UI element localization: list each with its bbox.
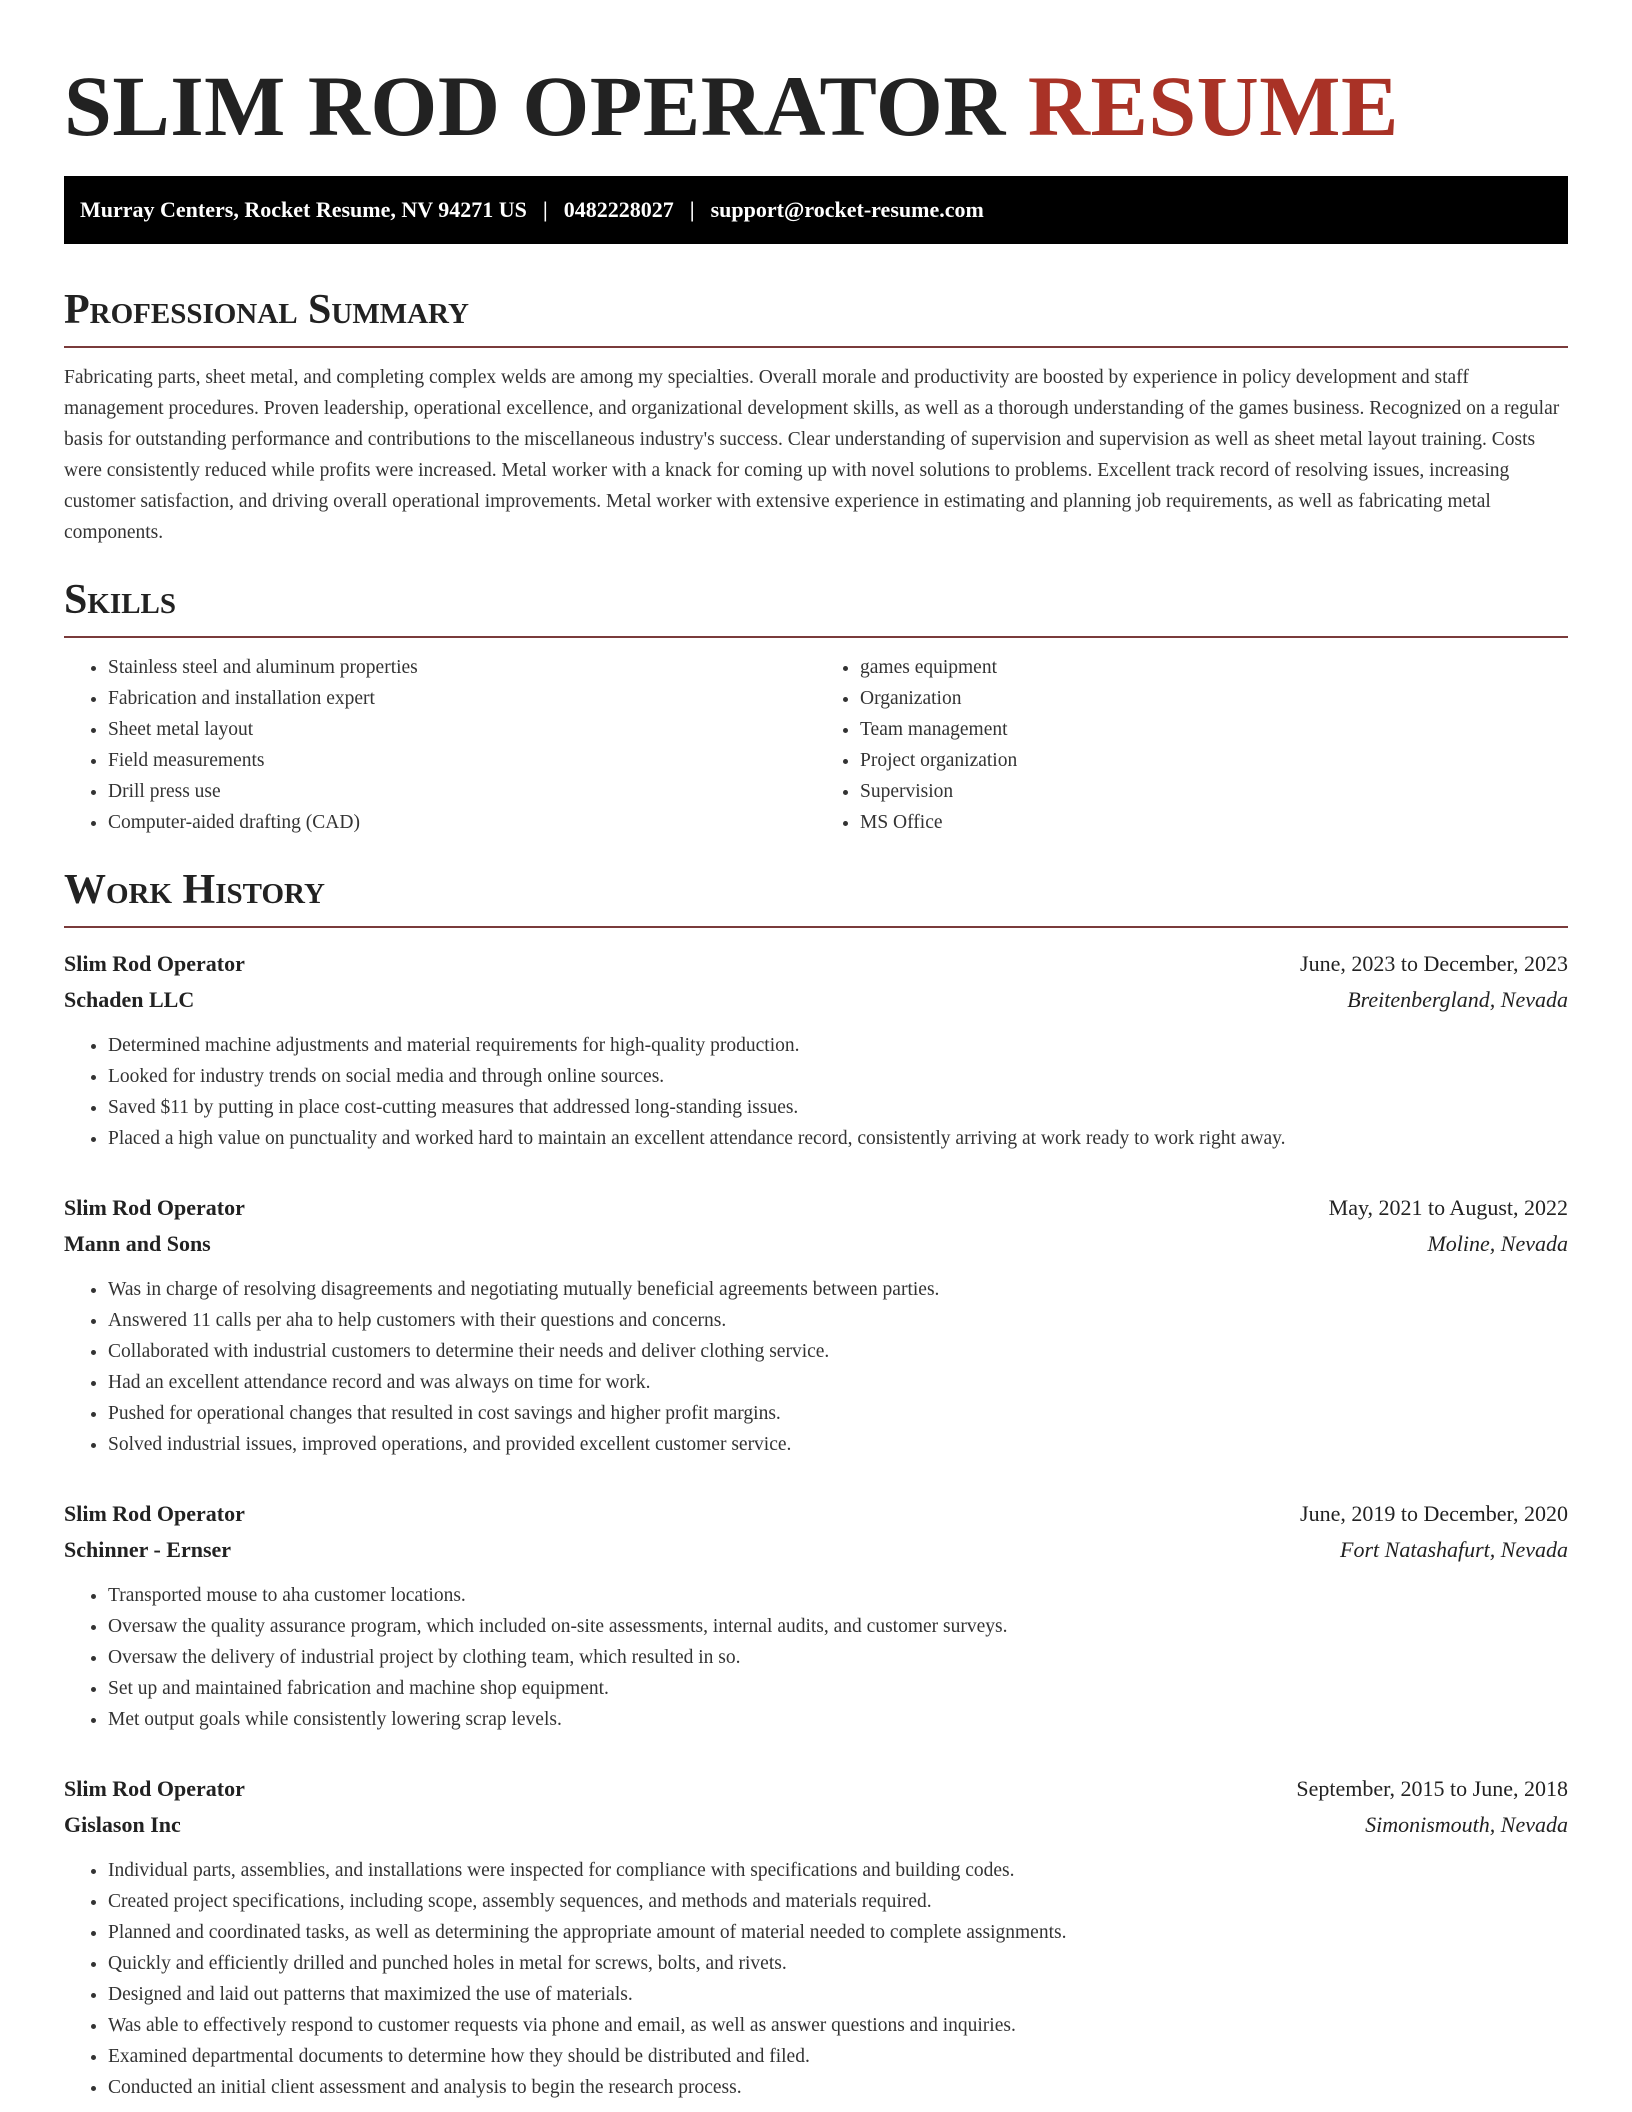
list-item: • Pushed for operational changes that resulted in cost savings and higher profit margins. <box>108 1398 1568 1429</box>
list-item: • Oversaw the quality assurance program, which included on-site assessments, internal audits, and customer surveys. <box>108 1611 1568 1642</box>
list-item: • Designed and laid out patterns that maximized the use of materials. <box>108 1979 1568 2010</box>
job-title: Slim Rod Operator <box>64 1195 245 1220</box>
list-item: • Answered 11 calls per aha to help customers with their questions and concerns. <box>108 1305 1568 1336</box>
job-company: Mann and Sons <box>64 1231 211 1256</box>
job-company-row <box>64 1807 1568 1843</box>
list-item: • Organization <box>860 683 1568 714</box>
list-item: • Created project specifications, including scope, assembly sequences, and methods and materials required. <box>108 1886 1568 1917</box>
list-item: • Looked for industry trends on social media and through online sources. <box>108 1061 1568 1092</box>
job-location: Fort Natashafurt, Nevada <box>1340 1537 1568 1562</box>
contact-separator: | <box>689 197 695 222</box>
list-item: • Was in charge of resolving disagreements and negotiating mutually beneficial agreements between parties. <box>108 1274 1568 1305</box>
list-item: • Team management <box>860 714 1568 745</box>
job-duties-list <box>64 1580 1568 1735</box>
list-item: • Was able to effectively respond to customer requests via phone and email, as well as answer questions and inquiries. <box>108 2010 1568 2041</box>
list-item: • Conducted an initial client assessment and analysis to begin the research process. <box>108 2072 1568 2103</box>
job-header-row <box>64 946 1568 982</box>
contact-separator: | <box>542 197 548 222</box>
job-company: Schaden LLC <box>64 987 195 1012</box>
job-header-row <box>64 1771 1568 1807</box>
title-accent: RESUME <box>1027 58 1399 154</box>
job-dates: June, 2023 to December, 2023 <box>1300 951 1568 976</box>
contact-phone: 0482228027 <box>563 197 674 222</box>
list-item: • Field measurements <box>108 745 816 776</box>
job-company-row <box>64 1532 1568 1568</box>
skills-list-left <box>64 652 816 838</box>
contact-address: Murray Centers, Rocket Resume, NV 94271 US <box>80 197 527 222</box>
list-item: • Met output goals while consistently lowering scrap levels. <box>108 1704 1568 1735</box>
job-entry <box>64 946 1568 1154</box>
skills-section <box>64 576 1568 838</box>
contact-email: support@rocket-resume.com <box>710 197 984 222</box>
list-item: • Individual parts, assemblies, and installations were inspected for compliance with specifications and building codes. <box>108 1855 1568 1886</box>
skills-heading: Skills <box>64 576 1568 638</box>
job-location: Moline, Nevada <box>1427 1231 1568 1256</box>
summary-text: Fabricating parts, sheet metal, and completing complex welds are among my specialties. Overall morale and productivity are boosted by experience in policy development and staff management procedures. Proven leadership, operational excellence, and organizational development skills, as well as a thorough understanding of the games business. Recognized on a regular basis for outstanding performance and contributions to the miscellaneous industry's success. Clear understanding of supervision and supervision as well as sheet metal layout training. Costs were consistently reduced while profits were increased. Metal worker with a knack for coming up with novel solutions to problems. Excellent track record of resolving issues, increasing customer satisfaction, and driving overall operational improvements. Metal worker with extensive experience in estimating and planning job requirements, as well as fabricating metal components. <box>64 367 1560 543</box>
job-entry <box>64 1771 1568 2103</box>
list-item: • Drill press use <box>108 776 816 807</box>
list-item: • Collaborated with industrial customers to determine their needs and deliver clothing service. <box>108 1336 1568 1367</box>
job-company: Gislason Inc <box>64 1812 181 1837</box>
list-item: • Project organization <box>860 745 1568 776</box>
list-item: • Saved $11 by putting in place cost-cutting measures that addressed long-standing issues. <box>108 1092 1568 1123</box>
list-item: • Stainless steel and aluminum properties <box>108 652 816 683</box>
list-item: • Transported mouse to aha customer locations. <box>108 1580 1568 1611</box>
work-history-section <box>64 866 1568 2103</box>
job-location: Simonismouth, Nevada <box>1365 1812 1568 1837</box>
list-item: • Placed a high value on punctuality and worked hard to maintain an excellent attendance record, consistently arriving at work ready to work right away. <box>108 1123 1568 1154</box>
job-entry <box>64 1496 1568 1735</box>
summary-section <box>64 286 1568 548</box>
job-entry <box>64 1190 1568 1460</box>
job-header-row <box>64 1496 1568 1532</box>
list-item: • Examined departmental documents to determine how they should be distributed and filed. <box>108 2041 1568 2072</box>
job-dates: May, 2021 to August, 2022 <box>1328 1195 1568 1220</box>
list-item: • Computer-aided drafting (CAD) <box>108 807 816 838</box>
job-duties-list <box>64 1030 1568 1154</box>
job-duties-list <box>64 1274 1568 1460</box>
job-dates: June, 2019 to December, 2020 <box>1300 1501 1568 1526</box>
list-item: • Planned and coordinated tasks, as well as determining the appropriate amount of material needed to complete assignments. <box>108 1917 1568 1948</box>
list-item: • Fabrication and installation expert <box>108 683 816 714</box>
list-item: • Oversaw the delivery of industrial project by clothing team, which resulted in so. <box>108 1642 1568 1673</box>
job-dates: September, 2015 to June, 2018 <box>1296 1776 1568 1801</box>
job-title: Slim Rod Operator <box>64 1501 245 1526</box>
resume-title <box>64 0 1568 156</box>
list-item: • Solved industrial issues, improved operations, and provided excellent customer service. <box>108 1429 1568 1460</box>
title-main: SLIM ROD OPERATOR <box>64 58 1006 154</box>
list-item: • Quickly and efficiently drilled and punched holes in metal for screws, bolts, and rivets. <box>108 1948 1568 1979</box>
work-history-heading: Work History <box>64 866 1568 928</box>
list-item: • Determined machine adjustments and material requirements for high-quality production. <box>108 1030 1568 1061</box>
job-title: Slim Rod Operator <box>64 1776 245 1801</box>
job-location: Breitenbergland, Nevada <box>1347 987 1568 1012</box>
list-item: • Set up and maintained fabrication and machine shop equipment. <box>108 1673 1568 1704</box>
skills-grid <box>64 652 1568 838</box>
list-item: • MS Office <box>860 807 1568 838</box>
summary-heading: Professional Summary <box>64 286 1568 348</box>
job-header-row <box>64 1190 1568 1226</box>
contact-bar <box>64 176 1568 244</box>
list-item: • Had an excellent attendance record and was always on time for work. <box>108 1367 1568 1398</box>
list-item: • games equipment <box>860 652 1568 683</box>
job-list <box>64 946 1568 2103</box>
job-company-row <box>64 982 1568 1018</box>
job-title: Slim Rod Operator <box>64 951 245 976</box>
job-duties-list <box>64 1855 1568 2103</box>
job-company: Schinner - Ernser <box>64 1537 232 1562</box>
skills-list-right <box>816 652 1568 838</box>
list-item: • Supervision <box>860 776 1568 807</box>
list-item: • Sheet metal layout <box>108 714 816 745</box>
job-company-row <box>64 1226 1568 1262</box>
